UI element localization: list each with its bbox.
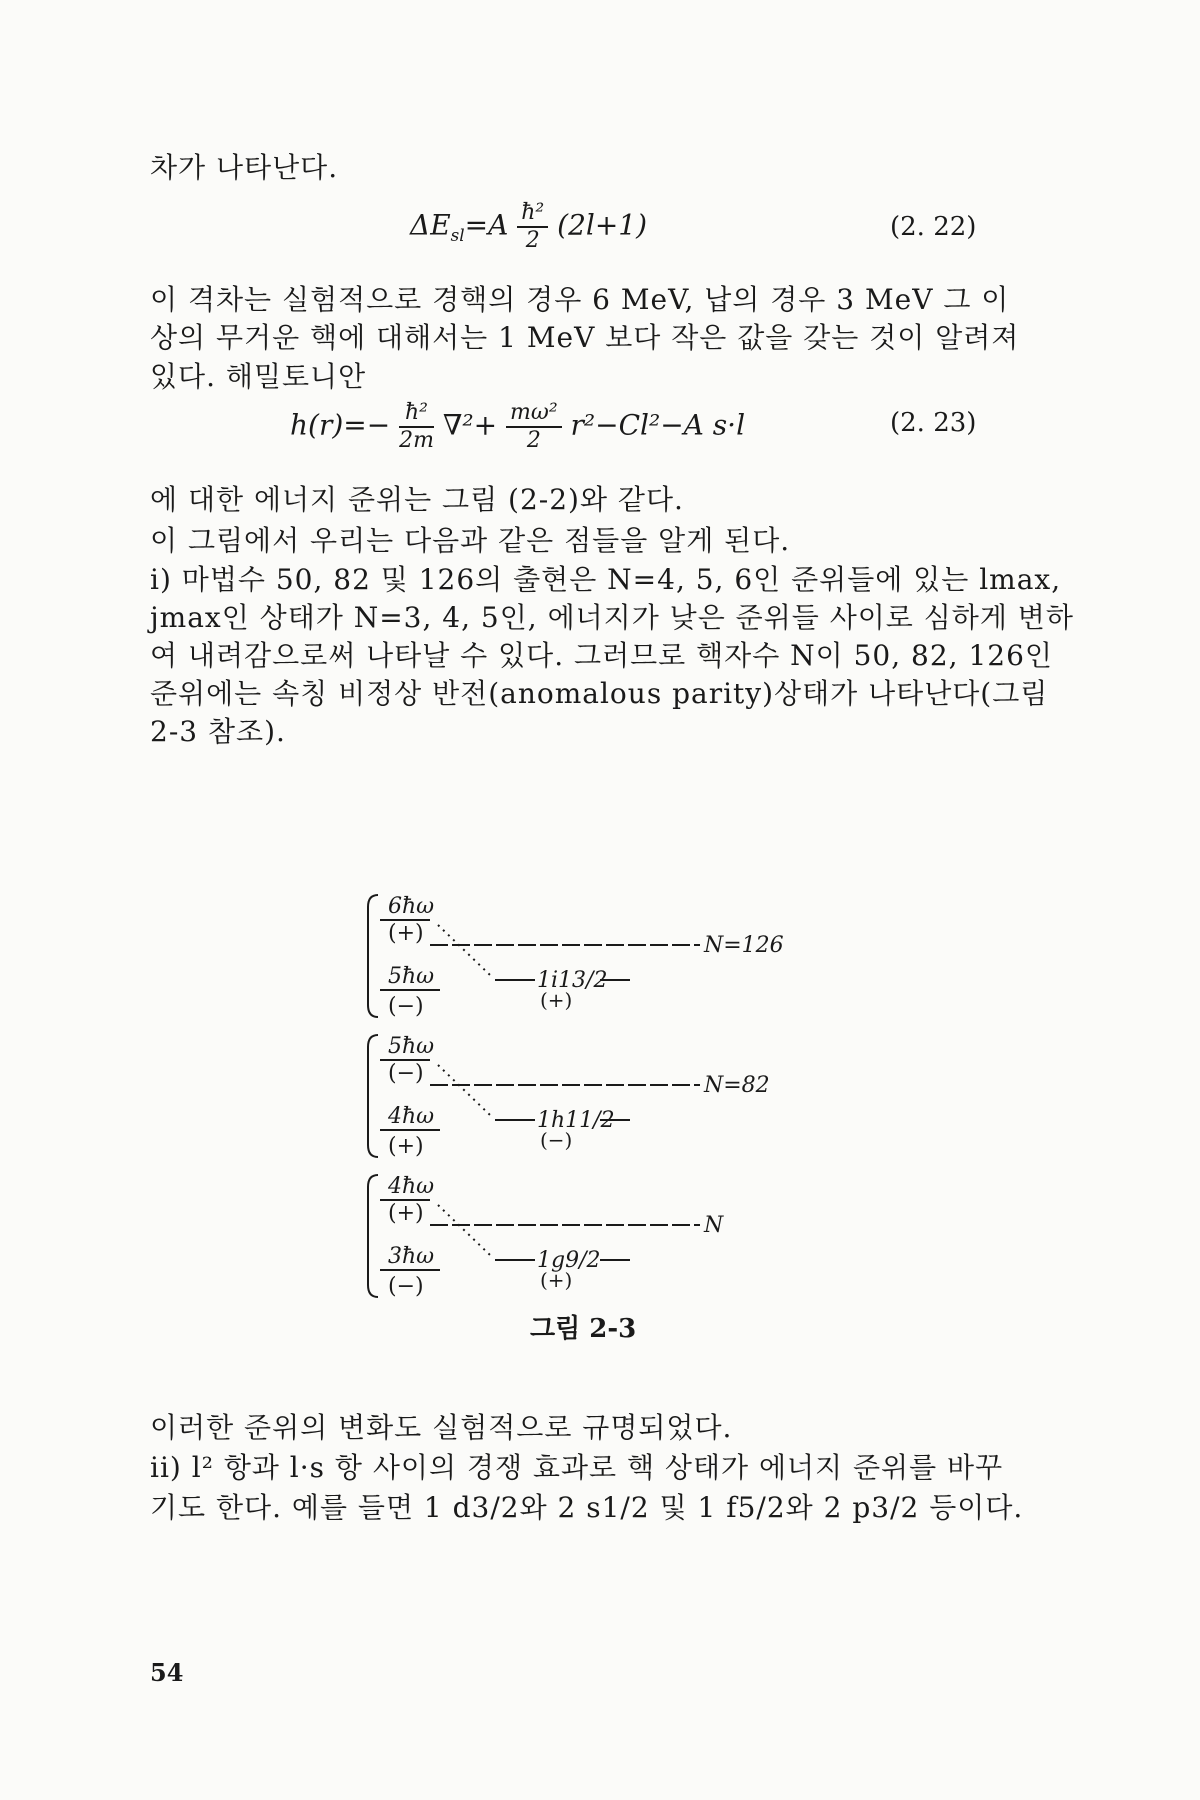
eq2-numerator-1: ħ²: [399, 400, 434, 428]
eq2-fraction-1: [399, 400, 434, 454]
magic-number-label: N=126: [704, 933, 784, 958]
equation-number-2-22: (2. 22): [890, 212, 977, 242]
lower-parity-label: (+): [388, 1134, 424, 1159]
group-bracket: [368, 895, 378, 1017]
paragraph-line: 있다. 해밀토니안: [150, 360, 367, 393]
eq1-rhs: (2l+1): [557, 208, 648, 242]
eq1-fraction: [517, 200, 548, 254]
eq1-numerator: ħ²: [517, 200, 548, 228]
paragraph-line: 준위에는 속칭 비정상 반전(anomalous parity)상태가 나타난다(그림: [150, 677, 1049, 710]
level-shift-dots: [438, 1205, 490, 1255]
paragraph-line: 이러한 준위의 변화도 실험적으로 규명되었다.: [150, 1411, 733, 1444]
page-number: 54: [150, 1658, 184, 1687]
equation-number-2-23: (2. 23): [890, 408, 977, 438]
upper-level-label: 6ħω: [388, 894, 435, 919]
shifted-state-label: 1i13/2: [537, 968, 608, 993]
equation-2-23: [290, 400, 745, 454]
paragraph-line: 이 격차는 실험적으로 경핵의 경우 6 MeV, 납의 경우 3 MeV 그 이: [150, 283, 1010, 316]
eq2-lhs: h(r)=−: [290, 408, 391, 442]
equation-2-22: [410, 200, 647, 254]
paragraph-line: 이 그림에서 우리는 다음과 같은 점들을 알게 된다.: [150, 524, 791, 557]
upper-level-label: 5ħω: [388, 1034, 435, 1059]
group-bracket: [368, 1175, 378, 1297]
upper-parity-label: (+): [388, 1201, 424, 1226]
paragraph-line: 여 내려감으로써 나타날 수 있다. 그러므로 핵자수 N이 50, 82, 126인: [150, 639, 1053, 672]
eq1-mid: =A: [464, 208, 509, 242]
group-bracket: [368, 1035, 378, 1157]
level-shift-dots: [438, 1065, 490, 1115]
paragraph-line: 에 대한 에너지 준위는 그림 (2-2)와 같다.: [150, 483, 684, 516]
eq1-subscript: sl: [450, 225, 465, 246]
magic-number-label: N=82: [704, 1073, 770, 1098]
upper-parity-label: (−): [388, 1061, 424, 1086]
paragraph-line: 차가 나타난다.: [150, 151, 339, 184]
paragraph-line: ii) l² 항과 l·s 항 사이의 경쟁 효과로 핵 상태가 에너지 준위를 바꾸: [150, 1451, 1004, 1484]
figure-caption: 그림 2-3: [530, 1314, 637, 1344]
upper-level-label: 4ħω: [388, 1174, 435, 1199]
eq2-rhs: r²−Cl²−A s·l: [570, 408, 746, 442]
shifted-state-label: 1g9/2: [537, 1248, 601, 1273]
paragraph-line: i) 마법수 50, 82 및 126의 출현은 N=4, 5, 6인 준위들에 있는 lmax,: [150, 563, 1062, 596]
eq2-denominator-2: 2: [526, 428, 541, 453]
lower-level-label: 4ħω: [388, 1104, 435, 1129]
paragraph-line: 기도 한다. 예를 들면 1 d3/2와 2 s1/2 및 1 f5/2와 2 p3/2 등이다.: [150, 1491, 1024, 1524]
shifted-state-parity: (−): [540, 1128, 573, 1152]
eq2-denominator-1: 2m: [399, 428, 434, 453]
shifted-state-label: 1h11/2: [537, 1108, 615, 1133]
level-shift-dots: [438, 925, 490, 975]
eq2-numerator-2: mω²: [506, 400, 562, 428]
paragraph-line: 상의 무거운 핵에 대해서는 1 MeV 보다 작은 값을 갖는 것이 알려져: [150, 321, 1020, 354]
magic-number-label: N: [704, 1213, 724, 1238]
shifted-state-parity: (+): [540, 988, 573, 1012]
eq2-fraction-2: [506, 400, 562, 454]
eq1-lhs: ΔE: [410, 208, 451, 242]
lower-level-label: 5ħω: [388, 964, 435, 989]
lower-parity-label: (−): [388, 994, 424, 1019]
eq2-mid: ∇²+: [442, 408, 498, 442]
eq1-denominator: 2: [525, 228, 540, 253]
lower-level-label: 3ħω: [388, 1244, 435, 1269]
paragraph-line: jmax인 상태가 N=3, 4, 5인, 에너지가 낮은 준위들 사이로 심하게 변하: [150, 601, 1074, 634]
upper-parity-label: (+): [388, 921, 424, 946]
lower-parity-label: (−): [388, 1274, 424, 1299]
shifted-state-parity: (+): [540, 1268, 573, 1292]
paragraph-line: 2-3 참조).: [150, 715, 286, 748]
